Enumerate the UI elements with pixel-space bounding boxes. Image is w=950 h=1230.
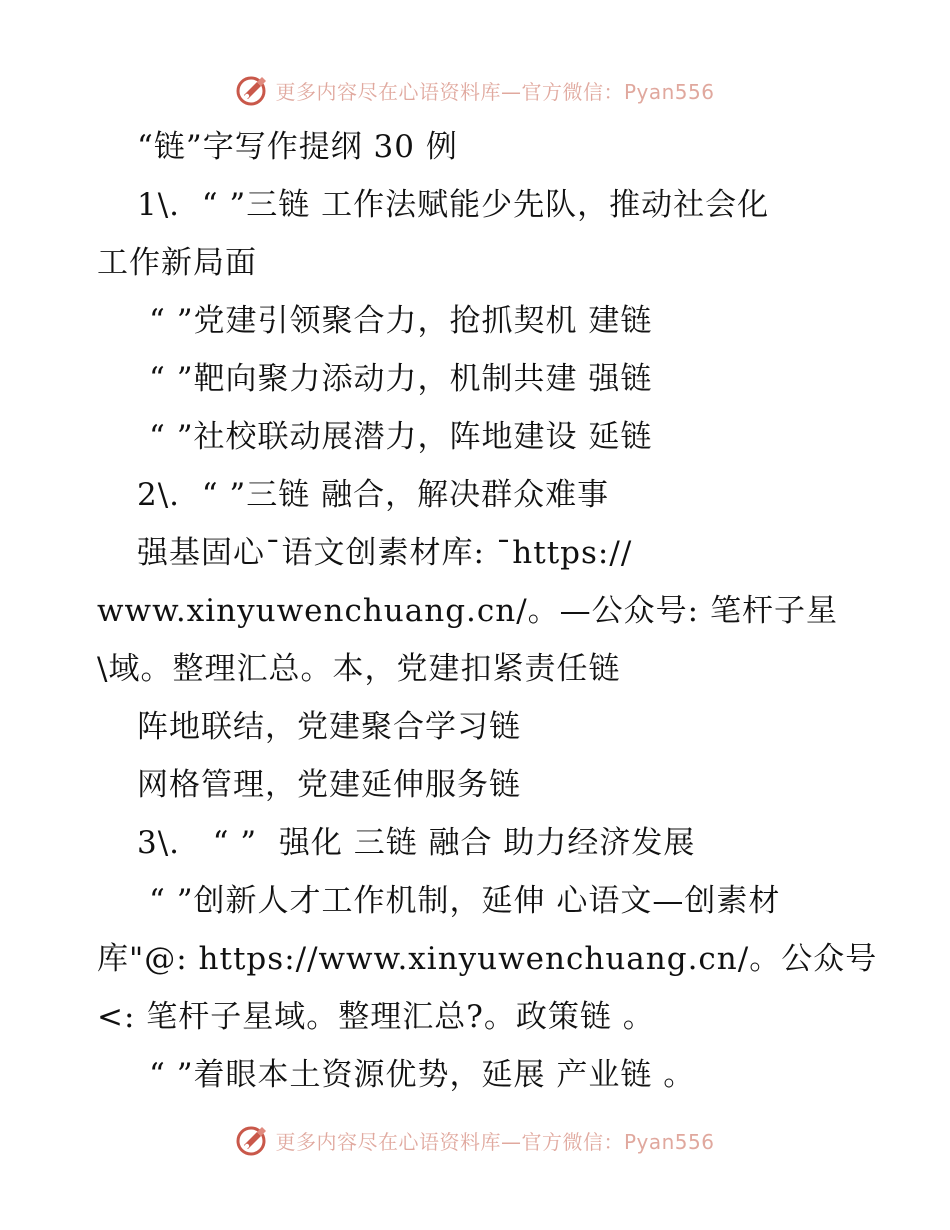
text-line: 阵地联结，党建聚合学习链	[137, 709, 521, 745]
text-line: <: 笔杆子星域。整理汇总?。政策链 。	[97, 999, 655, 1035]
header-watermark-banner	[0, 70, 950, 110]
footer-watermark-banner	[0, 1120, 950, 1160]
text-line: “ ”党建引领聚合力，抢抓契机 建链	[149, 303, 653, 339]
document-body	[97, 118, 878, 1104]
text-line: 2\. “ ”三链 融合，解决群众难事	[137, 477, 610, 513]
text-line: \域。整理汇总。本，党建扣紧责任链	[97, 651, 621, 687]
text-line: “ ”着眼本土资源优势，延展 产业链 。	[149, 1057, 696, 1093]
pen-seal-logo-icon	[235, 1123, 269, 1157]
text-line: 强基固心¯语文创素材库: ¯https://	[137, 535, 633, 571]
document-title: “链”字写作提纲 30 例	[137, 129, 458, 165]
watermark-text: 更多内容尽在心语资料库—官方微信：Pyan556	[275, 79, 715, 104]
pen-seal-logo-icon	[235, 73, 269, 107]
text-line: “ ”靶向聚力添动力，机制共建 强链	[149, 361, 653, 397]
watermark-text: 更多内容尽在心语资料库—官方微信：Pyan556	[275, 1129, 715, 1154]
text-line: “ ”创新人才工作机制，延伸 心语文—创素材	[149, 883, 781, 919]
text-line: 3\. “ ” 强化 三链 融合 助力经济发展	[137, 825, 696, 861]
text-line: 工作新局面	[97, 245, 257, 281]
text-line: www.xinyuwenchuang.cn/。—公众号: 笔杆子星	[97, 593, 838, 629]
text-line: 库"@: https://www.xinyuwenchuang.cn/。公众号	[97, 941, 878, 977]
text-line: 1\. “ ”三链 工作法赋能少先队，推动社会化	[137, 187, 770, 223]
text-line: 网格管理，党建延伸服务链	[137, 767, 521, 803]
text-line: “ ”社校联动展潜力，阵地建设 延链	[149, 419, 653, 455]
